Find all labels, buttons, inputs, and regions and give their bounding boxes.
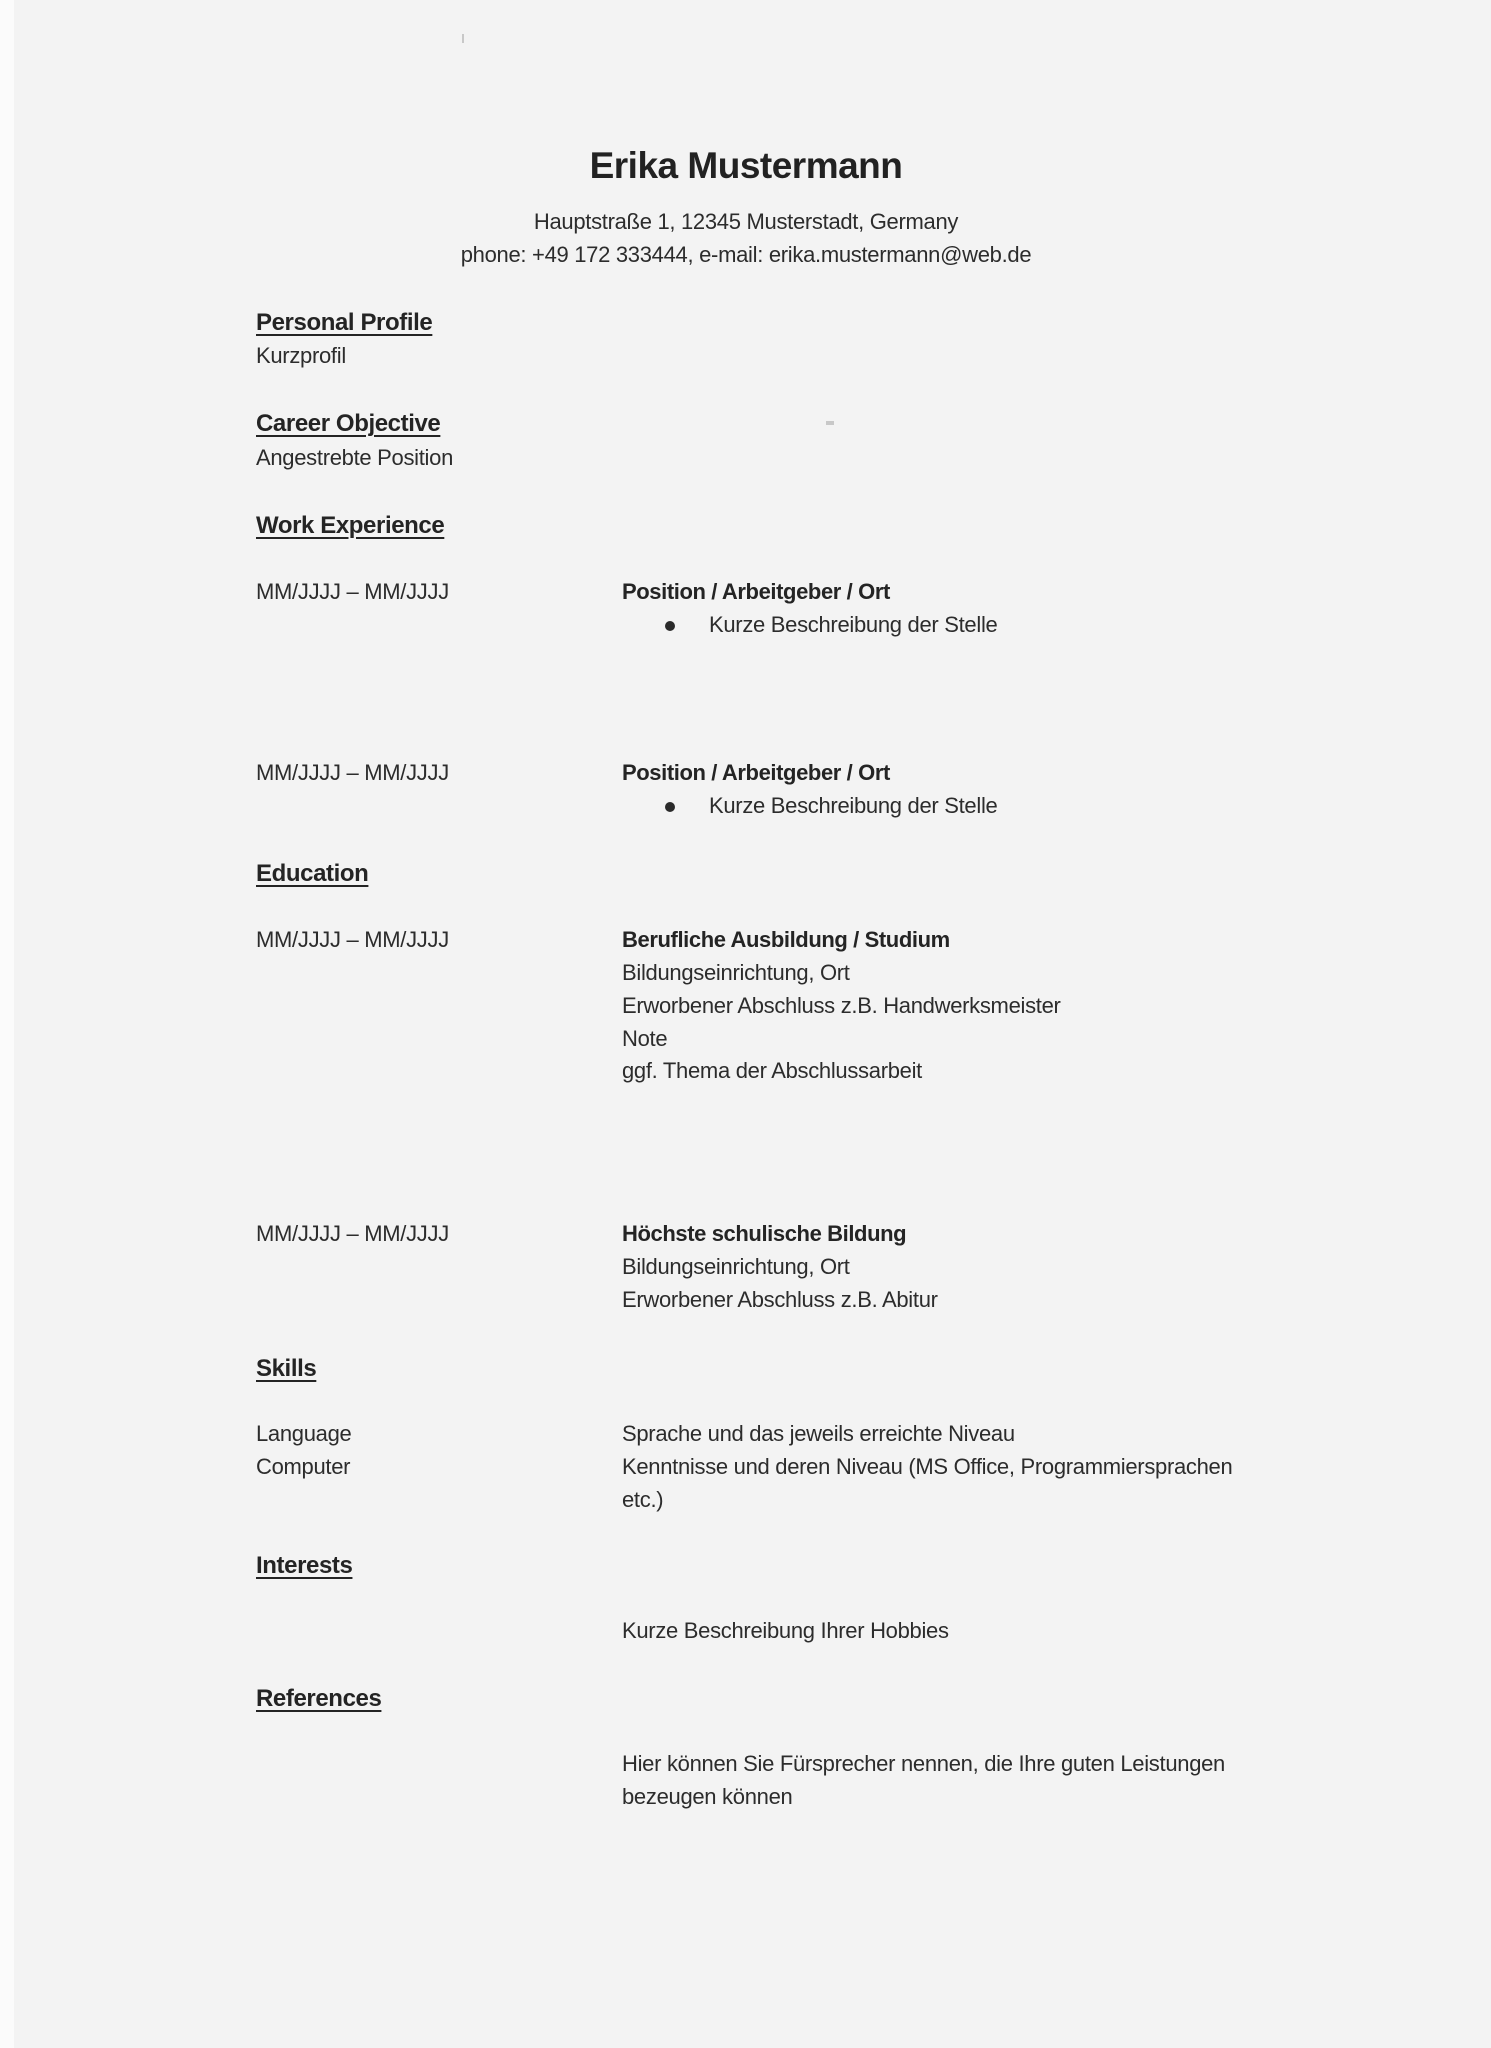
bullet-icon [665, 802, 675, 812]
skill-value: Sprache und das jeweils erreichte Niveau [622, 1421, 1015, 1446]
section-heading: Education [256, 860, 369, 887]
section-heading: Work Experience [256, 512, 445, 539]
entry-title: Position / Arbeitgeber / Ort [622, 760, 890, 785]
section-heading: Personal Profile [256, 309, 433, 336]
skill-value: Kenntnisse und deren Niveau (MS Office, Programmiersprachen [622, 1454, 1233, 1479]
section-heading: References [256, 1685, 382, 1712]
entry-dates: MM/JJJJ – MM/JJJJ [256, 1221, 449, 1246]
skill-label: Language [256, 1421, 352, 1446]
skill-value-continued: etc.) [622, 1487, 664, 1512]
objective-text: Angestrebte Position [256, 445, 454, 470]
scan-speck [826, 421, 834, 425]
scan-edge [0, 0, 14, 2048]
entry-dates: MM/JJJJ – MM/JJJJ [256, 760, 449, 785]
entry-line: Erworbener Abschluss z.B. Abitur [622, 1287, 938, 1312]
skill-label: Computer [256, 1454, 351, 1479]
references-line: bezeugen können [622, 1784, 793, 1809]
entry-dates: MM/JJJJ – MM/JJJJ [256, 579, 449, 604]
applicant-name: Erika Mustermann [589, 145, 903, 186]
section-heading: Interests [256, 1552, 353, 1579]
entry-line: Erworbener Abschluss z.B. Handwerksmeister [622, 993, 1061, 1018]
contact-line: phone: +49 172 333444, e-mail: erika.mustermann@web.de [460, 242, 1032, 267]
entry-line: ggf. Thema der Abschlussarbeit [622, 1058, 922, 1083]
entry-bullet: Kurze Beschreibung der Stelle [709, 793, 998, 818]
entry-dates: MM/JJJJ – MM/JJJJ [256, 927, 449, 952]
section-heading: Skills [256, 1355, 317, 1382]
section-heading: Career Objective [256, 410, 441, 437]
address-line: Hauptstraße 1, 12345 Musterstadt, Germany [533, 209, 959, 234]
entry-bullet: Kurze Beschreibung der Stelle [709, 612, 998, 637]
entry-line: Bildungseinrichtung, Ort [622, 1254, 850, 1279]
entry-title: Höchste schulische Bildung [622, 1221, 907, 1246]
profile-text: Kurzprofil [256, 343, 346, 368]
bullet-icon [665, 621, 675, 631]
interests-text: Kurze Beschreibung Ihrer Hobbies [622, 1618, 949, 1643]
entry-line: Note [622, 1026, 668, 1051]
references-line: Hier können Sie Fürsprecher nennen, die Ihre guten Leistungen [622, 1751, 1225, 1776]
entry-line: Bildungseinrichtung, Ort [622, 960, 850, 985]
entry-title: Position / Arbeitgeber / Ort [622, 579, 890, 604]
entry-title: Berufliche Ausbildung / Studium [622, 927, 950, 952]
scan-speck [462, 34, 464, 43]
